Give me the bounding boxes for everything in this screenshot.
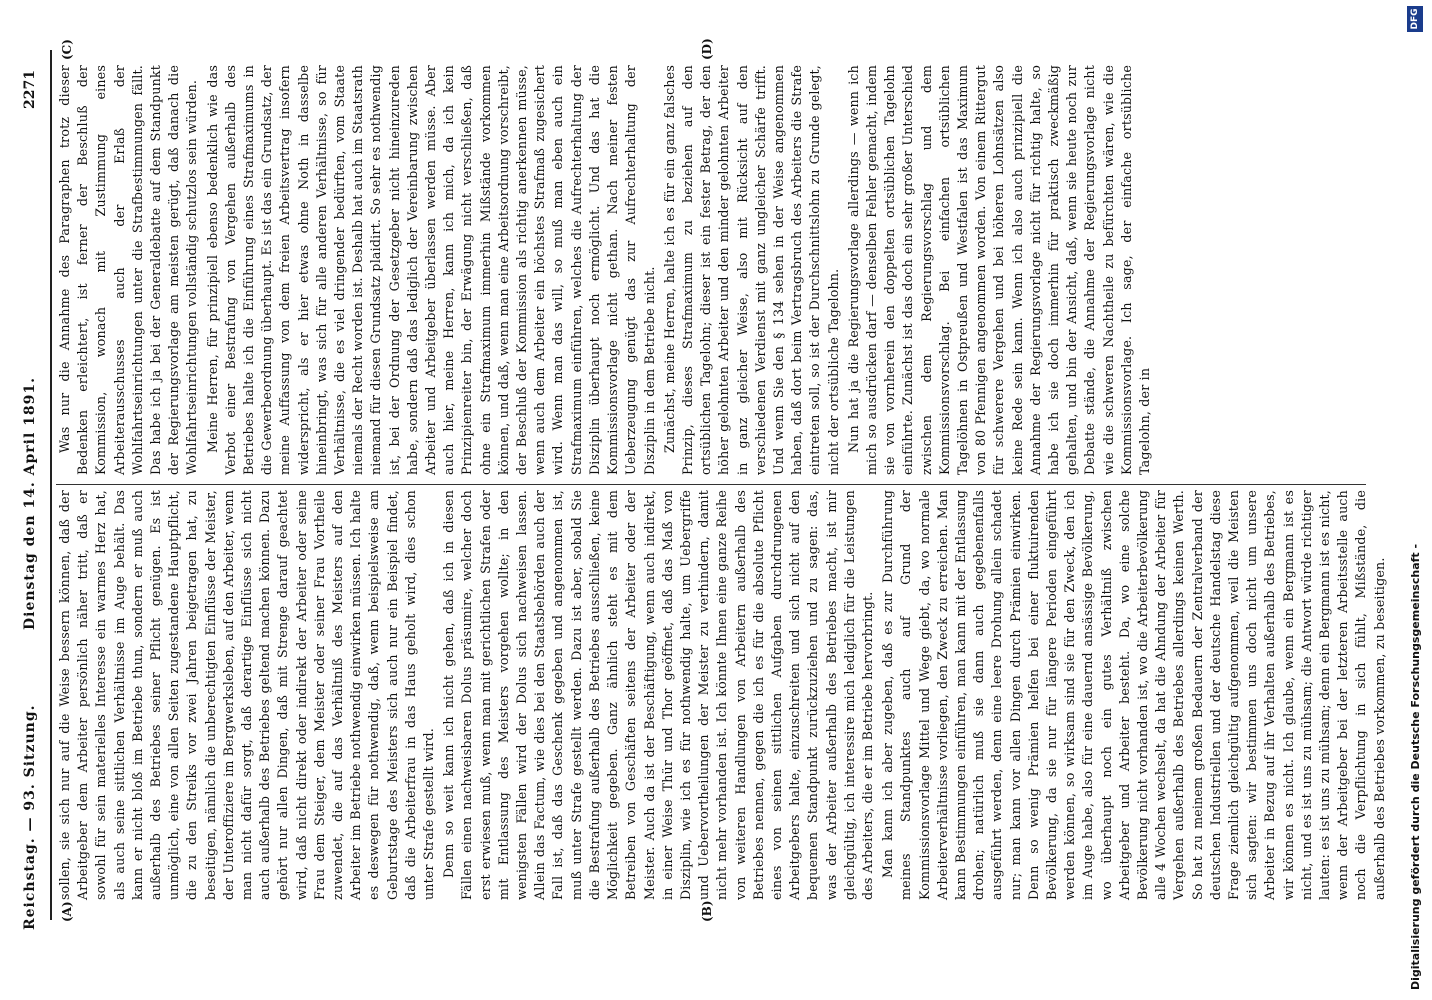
digitization-footer: [1405, 0, 1427, 1000]
paragraph: sollen, sie sich nur auf die Weise bessern können, daß der Arbeitgeber dem Arbeiter persönlich näher tritt, daß er sowohl für sein materielles Interesse ein warmes Herz hat, als auch seine sittlichen Verhältnisse im Auge behält. Das kann er nicht bloß im Betriebe thun, sondern er muß auch außerhalb des Betriebes seiner Pflicht genügen. Es ist unmöglich, eine von allen Seiten zugestandene Hauptpflicht, die zu den Streiks vor zwei Jahren beigetragen hat, zu beseitigen, nämlich die unberechtigten Einflüsse der Meister, der Unteroffiziere im Bergwerksleben, auf den Arbeiter, wenn man nicht dafür sorgt, daß derartige Einflüsse sich nicht auch außerhalb des Betriebes geltend machen können. Dazu gehört nur allen Dingen, daß mit Strenge darauf geachtet wird, daß nicht direkt oder indirekt der Arbeiter oder seine Frau dem Steiger, dem Meister oder seiner Frau Vortheile zuwendet, die auf das Verhältniß des Meisters auf den Arbeiter im Betriebe nothwendig einwirken müssen. Ich halte es deswegen für nothwendig, daß, wenn beispielsweise am Geburtstage des Meisters sich auch nur ein Beispiel findet, daß die Arbeiterfrau in das Haus geholt wird, dies schon unter Strafe gestellt wird.: [57, 490, 437, 900]
margin-marker-b: (B): [700, 900, 714, 922]
paragraph: Nun hat ja die Regierungsvorlage allerdings — wenn ich mich so ausdrücken darf — denselben Fehler gemacht, indem sie von vornherein den doppelten ortsüblichen Tagelohn einführte. Zunächst ist das doch ein sehr großer Unterschied zwischen dem Regierungsvorschlag und dem Kommissionsvorschlag. Bei einfachen ortsüblichen Tagelöhnen in Ostpreußen und Westfalen ist das Maximum von 80 Pfennigen angenommen worden. Von einem Rittergut für schwerere Vergehen und bei höheren Lohnsätzen also keine Rede sein kann. Wenn ich also auch prinzipiell die Annahme der Regierungsvorlage nicht für richtig halte, so habe ich sie doch immerhin für praktisch zweckmäßig gehalten, und bin der Ansicht, daß, wenn sie heute noch zur Debatte stände, die Annahme der Regierungsvorlage nicht wie die schweren Nachtheile zu befürchten wären, wie die Kommissionsvorlage. Ich sage, der einfache ortsübliche Tagelohn, der in: [845, 65, 1152, 475]
header-date: Dienstag den 14. April 1891.: [22, 377, 38, 630]
funding-credit: Digitalisierung gefördert durch die Deutsche Forschungsgemeinschaft -: [1409, 543, 1422, 990]
column-divider: [56, 484, 1366, 485]
text-column-right: [56, 65, 1376, 475]
header-session: Reichstag. — 93. Sitzung.: [22, 704, 38, 930]
paragraph: Was nur die Annahme des Paragraphen trotz dieser Bedenken erleichtert, ist ferner der Beschluß der Kommission, wonach mit Zustimmung eines Arbeiterausschusses auch der Erlaß der Wohlfahrtseinrichtungen unter die Strafbestimmungen fällt. Das habe ich ja bei der Generaldebatte auf dem Standpunkt der Regierungsvorlage am meisten gerügt, daß danach die Wohlfahrtseinrichtungen vollständig schutzlos sein würden.: [57, 65, 200, 475]
page-number: 2271: [22, 70, 38, 109]
paragraph: Zunächst, meine Herren, halte ich es für ein ganz falsches Prinzip, dieses Strafmaximum zu beziehen auf den ortsüblichen Tagelohn; dieser ist ein fester Betrag, der den höher gelohnten Arbeiter und den minder gelohnten Arbeiter in ganz gleicher Weise, also mit Rücksicht auf den verschiedenen Verdienst mit ganz ungleicher Schärfe trifft. Und wenn Sie den § 134 sehen in der Weise angenommen haben, daß dort beim Vertragsbruch des Arbeiters die Strafe eintreten soll, so ist der Durchschnittslohn zu Grunde gelegt, nicht der ortsübliche Tagelohn.: [661, 65, 841, 475]
paragraph: Man kann ich aber zugeben, daß es zur Durchführung meines Standpunktes auch auf Grund der Kommissionsvorlage Mittel und Wege giebt, da, wo normale Arbeiterverhältnisse vorliegen, den Zweck zu erreichen. Man kann Bestimmungen einführen, man kann mit der Entlassung drohen; natürlich muß sie dann auch gegebenenfalls ausgeführt werden, denn eine leere Drohung allein schadet nur; man kann vor allen Dingen durch Prämien einwirken. Denn so wenig Prämien helfen bei einer fluktuirenden Bevölkerung, da sie nur für längere Perioden eingeführt werden können, so wirksam sind sie für den Zweck, den ich im Auge habe, also für eine dauernd ansässige Bevölkerung, wo überhaupt noch ein gutes Verhältniß zwischen Arbeitgeber und Arbeiter besteht. Da, wo eine solche Bevölkerung nicht vorhanden ist, wo die Arbeiterbevölkerung alle 4 Wochen wechselt, da hat die Ahndung der Arbeiter für Vergehen außerhalb des Betriebes allerdings keinen Werth. So hat zu meinem großen Bedauern der Zentralverband der deutschen Industriellen und der deutsche Handelstag diese Frage ziemlich gleichgültig aufgenommen, weil die Meisten sich sagten: wir bestimmen uns doch nicht um unsere Arbeiter in Bezug auf ihr Verhalten außerhalb des Betriebes, wir können es nicht. Ich glaube, wenn ein Bergmann ist es nicht, und es ist uns zu mühsam; die Antwort würde richtiger lauten: es ist uns zu mühsam; denn ein Bergmann ist es nicht, wenn der Arbeitgeber bei der letzteren Arbeitsstelle auch noch die Verpflichtung in sich fühlt, Mißstände, die außerhalb des Betriebes vorkommen, zu beseitigen.: [880, 490, 1387, 900]
margin-marker-d: (D): [700, 38, 714, 60]
paragraph: Meine Herren, für prinzipiell ebenso bedenklich wie das Verbot einer Bestrafung von Vergehen außerhalb des Betriebes halte ich die Einführung eines Strafmaximums in die Gewerbeordnung überhaupt. Es ist das ein Grundsatz, der meine Auffassung von dem freien Arbeitsvertrag insofern widerspricht, als er hier etwas ohne Noth in dasselbe hineinbringt, was sich für alle anderen Verhältnisse, so für Verhältnisse, die es viel dringender bedürften, vom Staate niemals der Recht worden ist. Deshalb hat auch im Staatsrath niemand für diesen Grundsatz plaidirt. So sehr es nothwendig ist, bei der Ordnung der Gesetzgeber nicht hineinzureden habe, sondern daß das lediglich der Vereinbarung zwischen Arbeiter und Arbeitgeber überlassen werden müsse. Aber auch hier, meine Herren, kann ich mich, da ich kein Prinzipienreiter bin, der Erwägung nicht verschließen, daß ohne ein Strafmaximum immerhin Mißstände vorkommen können, und daß, wenn man eine Arbeitsordnung vorschreibt, der Beschluß der Kommission als richtig anerkennen müsse, wenn auch dem Arbeiter ein höchstes Strafmaß zugesichert wird. Wenn man das will, so muß man eben auch ein Strafmaximum einführen, welches die Aufrechterhaltung der Disziplin überhaupt noch ermöglicht. Und das hat die Kommissionsvorlage nicht gethan. Nach meiner festen Ueberzeugung genügt das zur Aufrechterhaltung der Disziplin in dem Betriebe nicht.: [204, 65, 657, 475]
dfg-logo: DFG: [1407, 6, 1423, 32]
text-column-left: [56, 490, 1387, 900]
paragraph: Denn so weit kann ich nicht gehen, daß ich in diesen Fällen einen nachweisbaren Dolus präsumire, welcher doch erst erwiesen muß, wenn man mit gerichtlichen Strafen oder mit Entlassung des Meisters vorgehen wollte; in den wenigsten Fällen wird der Dolus sich nachweisen lassen. Allein das Factum, wie dies bei den Staatsbehörden auch der Fall ist, daß das Geschenk gegeben und angenommen ist, muß unter Strafe gestellt werden. Dazu ist aber, sobald Sie die Bestrafung außerhalb des Betriebes ausschließen, keine Möglichkeit gegeben. Ganz ähnlich steht es mit dem Betreiben von Geschäften seitens der Arbeiter oder der Meister. Auch da ist der Beschäftigung, wenn auch indirekt, in einer Weise Thür und Thor geöffnet, daß das Maß von Disziplin, wie ich es für nothwendig halte, um Uebergriffe und Uebervortheilungen der Meister zu verhindern, damit nicht mehr vorhanden ist. Ich könnte Ihnen eine ganze Reihe von weiteren Handlungen von Arbeitern außerhalb des Betriebes nennen, gegen die ich es für die absolute Pflicht eines von seinen sittlichen Aufgaben durchdrungenen Arbeitgebers halte, einzuschreiten und sich nicht auf den bequemen Standpunkt zurückzuziehen und zu sagen: das, was der Arbeiter außerhalb des Betriebes macht, ist mir gleichgültig, ich interessire mich lediglich für die Leistungen des Arbeiters, die er im Betriebe hervorbringt.: [441, 490, 875, 900]
header-rule: [50, 50, 52, 920]
page-header: [22, 70, 48, 930]
margin-marker-c: (C): [60, 39, 74, 60]
margin-marker-a: (A): [60, 901, 74, 922]
